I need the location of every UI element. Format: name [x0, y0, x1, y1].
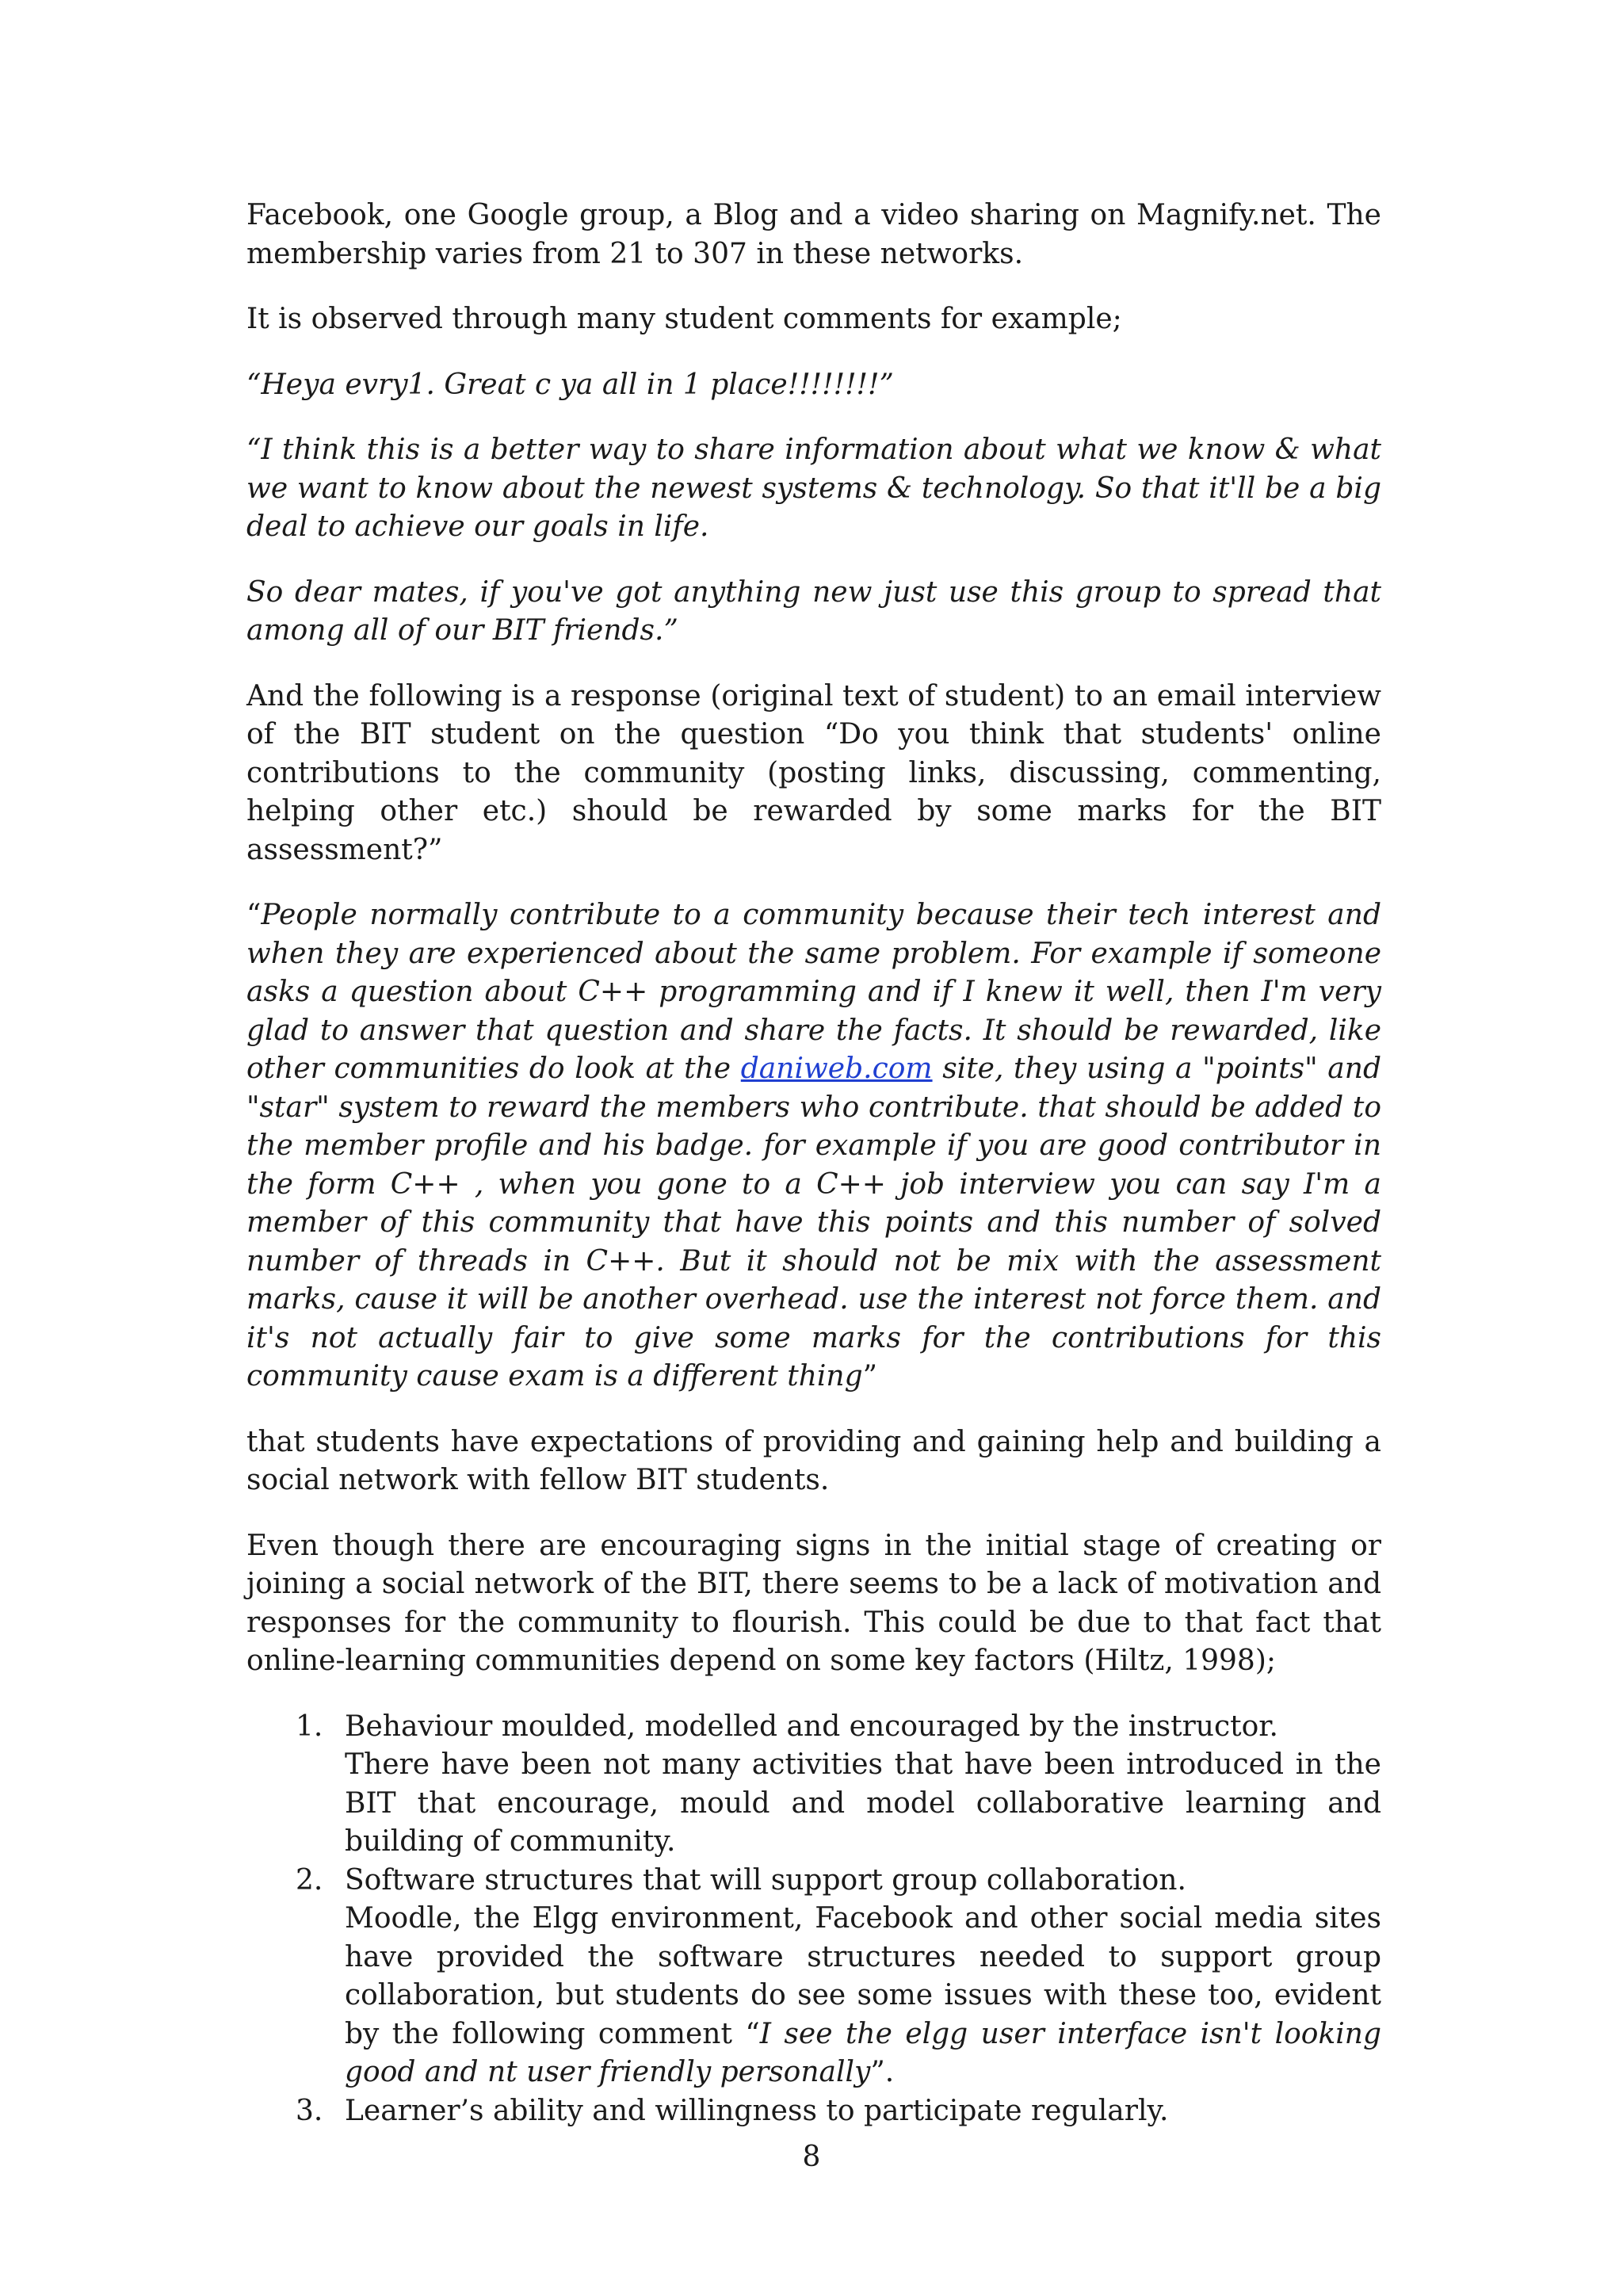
close-quote: ”	[862, 1360, 878, 1392]
list-item-number: 1.	[296, 1710, 323, 1743]
interview-response-quote	[246, 896, 1381, 1396]
list-item-number: 3.	[296, 2094, 323, 2127]
list-item	[246, 2092, 1381, 2131]
page-body	[246, 197, 1381, 2130]
daniweb-link[interactable]: daniweb.com	[740, 1052, 933, 1085]
list-item-number: 2.	[296, 1863, 323, 1897]
expectations-paragraph: that students have expectations of providing and gaining help and building a social network with fellow BIT students.	[246, 1425, 1381, 1496]
open-quote: “	[246, 899, 262, 931]
motivation-paragraph: Even though there are encouraging signs in the initial stage of creating or joining a social network of the BIT, there seems to be a lack of motivation and responses for the community to flourish. This could be due to that fact that online-learning communities depend on some key factors (Hiltz, 1998);	[246, 1529, 1381, 1677]
list-item	[246, 1862, 1381, 2092]
list-item-heading: Software structures that will support group collaboration.	[345, 1863, 1186, 1897]
intro-paragraph: Facebook, one Google group, a Blog and a video sharing on Magnify.net. The membership varies from 21 to 307 in these networks.	[246, 199, 1381, 270]
key-factors-list	[246, 1708, 1381, 2131]
list-item-heading: Behaviour moulded, modelled and encouraged by the instructor.	[345, 1710, 1278, 1743]
list-item-heading: Learner’s ability and willingness to participate regularly.	[345, 2094, 1169, 2127]
student-quote-3: So dear mates, if you've got anything new just use this group to spread that among all of our BIT friends.”	[246, 575, 1381, 647]
page-number: 8	[802, 2141, 821, 2173]
response-text-part2: site, they using a "points" and "star" system to reward the members who contribute. that should be added to the member profile and his badge. for example if you are good contributor in the form C++ , when you gone to a C++ job interview you can say I'm a member of this community that have this points and this number of solved number of threads in C++. But it should not be mix with the assessment marks, cause it will be another overhead. use the interest not force them. and it's not actually fair to give some marks for the contributions for this community cause exam is a different thing	[246, 1052, 1381, 1392]
list-item-body-end: ”.	[870, 2056, 895, 2088]
list-item-body	[345, 1900, 1381, 2092]
observation-paragraph: It is observed through many student comments for example;	[246, 303, 1122, 335]
student-quote-2: “I think this is a better way to share information about what we know & what we want to know about the newest systems & technology. So that it'll be a big deal to achieve our goals in life.	[246, 434, 1381, 543]
student-quote-1: “Heya evry1. Great c ya all in 1 place!!!!!!!!”	[246, 368, 894, 401]
response-text-part1: People normally contribute to a community because their tech interest and when they are experienced about the same problem. For example if someone asks a question about C++ programming and if I knew it well, then I'm very glad to answer that question and share the facts. It should be rewarded, like other communities do look at the	[246, 899, 1381, 1085]
list-item-body-text: Moodle, the Elgg environment, Facebook and other social media sites have provided the software structures needed to support group collaboration, but students do see some issues with these too, evident by the following comment “	[345, 1902, 1381, 2050]
list-item-body: There have been not many activities that have been introduced in the BIT that encourage, mould and model collaborative learning and building of community.	[345, 1748, 1381, 1858]
interview-paragraph: And the following is a response (original text of student) to an email interview of the BIT student on the question “Do you think that students' online contributions to the community (posting links, discussing, commenting, helping other etc.) should be rewarded by some marks for the BIT assessment?”	[246, 679, 1381, 866]
elgg-comment-quote: I see the elgg user interface isn't looking good and nt user friendly personally	[345, 2017, 1381, 2088]
list-item	[246, 1708, 1381, 1862]
